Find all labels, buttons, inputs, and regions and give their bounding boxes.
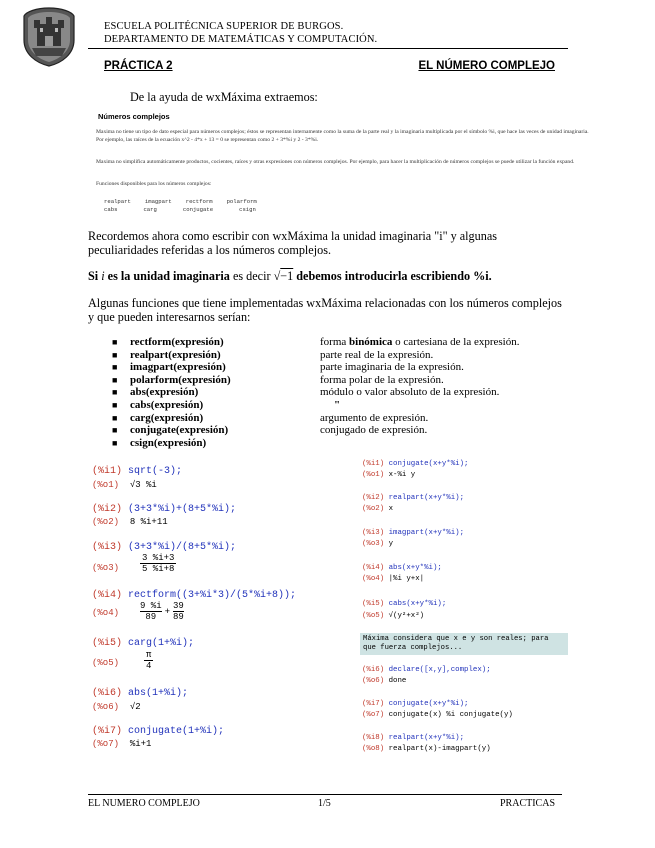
rectform-output: 9 %i 89 + $\frac{39}{89}$	[140, 601, 184, 622]
help-heading: Números complejos	[98, 112, 170, 121]
help-func: rectform	[185, 198, 213, 205]
i-symbol: i	[101, 269, 105, 283]
function-name: realpart(expresión)	[130, 348, 221, 361]
recall-text-b: wxMáxima la unidad imaginaria "i" y algunas peculiaridades referidas a los números complejos.	[88, 229, 497, 257]
input-line: (%i7) conjugate(x+y*%i);	[362, 700, 469, 708]
input-line: (%i4) rectform((3+%i*3)/(5*%i+8));	[92, 590, 297, 601]
function-name: polarform(expresión)	[130, 373, 231, 386]
input-line: (%i6) declare([x,y],complex);	[362, 666, 491, 674]
recall-paragraph	[88, 229, 570, 257]
help-func: carg	[143, 206, 157, 213]
comment-note: Máxima considera que x e y son reales; para que fuerza complejos...	[360, 633, 568, 655]
output-line: (%o6) done	[362, 677, 407, 685]
function-desc: argumento de expresión.	[320, 411, 429, 424]
function-desc: módulo o valor absoluto de la expresión.	[320, 386, 500, 399]
function-desc: forma binómica o cartesiana de la expresión.	[320, 336, 520, 348]
si-word: Si	[88, 269, 99, 283]
function-name: imagpart(expresión)	[130, 361, 226, 374]
output-line: (%o4) |%i y+x|	[362, 575, 425, 583]
intro-text: De la ayuda de wxMáxima extraemos:	[130, 90, 318, 104]
list-item: ■ cabs(expresión) "	[112, 399, 582, 412]
institution-header	[104, 20, 377, 46]
institution-line-2: DEPARTAMENTO DE MATEMÁTICAS Y COMPUTACIÓN.	[104, 34, 378, 45]
help-function-table	[104, 198, 304, 214]
help-func: cabs	[104, 206, 118, 213]
list-item: ■ abs(expresión) módulo o valor absoluto de la expresión.	[112, 386, 582, 399]
output-label: (%o5)	[92, 658, 120, 668]
help-func: csign	[239, 206, 256, 213]
input-line: (%i2) (3+3*%i)+(8+5*%i);	[92, 504, 237, 515]
help-paragraph-1: Maxima no tiene un tipo de dato especial para números complejos; éstos se representan internamente como la suma de la parte real y la imaginaria multiplicada por el símbolo %i, que hace las veces de unidad imaginaria. Por ejemplo, las raíces de la ecuación x^2 - 4*x + 13 = 0 se representan como 2 + 3*%i y 2 - 3*%i.	[96, 129, 589, 143]
si-text-c: es decir	[232, 269, 271, 283]
help-paragraph-2: Maxima no simplifica automáticamente productos, cocientes, raíces y otras expresiones con números complejos. Por ejemplo, para hacer la multiplicación de números complejos se puede utilizar la función expand.	[96, 159, 575, 165]
function-list	[112, 336, 582, 449]
help-func: polarform	[226, 198, 257, 205]
output-line: (%o2) 8 %i+11	[92, 517, 168, 527]
help-func: conjugate	[182, 206, 214, 213]
list-item: ■ rectform(expresión) forma binómica o cartesiana de la expresión.	[112, 336, 582, 349]
practice-title: PRÁCTICA 2	[104, 60, 173, 72]
output-label: (%o4)	[92, 608, 120, 618]
page-number: 1/5	[318, 798, 331, 809]
list-item: ■ polarform(expresión) forma polar de la expresión.	[112, 374, 582, 387]
topic-title: EL NÚMERO COMPLEJO	[418, 60, 555, 72]
input-line: (%i3) (3+3*%i)/(8+5*%i);	[92, 542, 237, 553]
function-desc: "	[334, 398, 341, 411]
help-func: realpart	[104, 198, 131, 205]
function-name: carg(expresión)	[130, 411, 204, 424]
function-desc: parte real de la expresión.	[320, 348, 434, 361]
university-crest-logo	[18, 6, 80, 68]
list-item: ■ conjugate(expresión) conjugado de expresión.	[112, 424, 582, 437]
recall-text-a: Recordemos ahora como escribir con	[88, 229, 270, 243]
output-line: (%o8) realpart(x)-imagpart(y)	[362, 745, 491, 753]
input-line: (%i5) cabs(x+y*%i);	[362, 600, 447, 608]
input-line: (%i1) sqrt(-3);	[92, 466, 183, 477]
output-line: (%o3) y	[362, 540, 394, 548]
output-label: (%o3)	[92, 563, 120, 573]
help-paragraph-3: Funciones disponibles para los números complejos:	[96, 181, 212, 187]
output-line: (%o1) x-%i y	[362, 471, 416, 479]
output-line: (%o6) √2	[92, 702, 141, 712]
imaginary-unit-paragraph	[88, 269, 492, 283]
function-name: cabs(expresión)	[130, 398, 204, 411]
input-line: (%i1) conjugate(x+y*%i);	[362, 460, 469, 468]
input-line: (%i8) realpart(x+y*%i);	[362, 734, 465, 742]
output-line: (%o7) conjugate(x) %i conjugate(y)	[362, 711, 513, 719]
sqrt-radicand: −1	[280, 269, 294, 283]
input-line: (%i2) realpart(x+y*%i);	[362, 494, 465, 502]
si-text-d: debemos introducirla escribiendo %i.	[296, 269, 492, 283]
output-line: (%o2) x	[362, 505, 394, 513]
input-line: (%i7) conjugate(1+%i);	[92, 726, 225, 737]
footer-right: PRACTICAS	[500, 798, 556, 809]
list-item: ■ realpart(expresión) parte real de la expresión.	[112, 349, 582, 362]
output-line: (%o1) √3 %i	[92, 480, 157, 490]
input-line: (%i5) carg(1+%i);	[92, 638, 195, 649]
header-divider	[88, 48, 568, 49]
list-item: ■ carg(expresión) argumento de expresión.	[112, 412, 582, 425]
fraction-output: π 4	[146, 650, 152, 671]
function-desc: parte imaginaria de la expresión.	[320, 361, 464, 374]
function-desc: conjugado de expresión.	[320, 424, 428, 437]
output-line: (%o5) √(y²+x²)	[362, 612, 425, 620]
input-line: (%i3) imagpart(x+y*%i);	[362, 529, 465, 537]
list-item: ■ csign(expresión)	[112, 437, 582, 450]
function-name: conjugate(expresión)	[130, 424, 229, 437]
institution-line-1: ESCUELA POLITÉCNICA SUPERIOR DE BURGOS.	[104, 21, 344, 32]
function-name: abs(expresión)	[130, 386, 199, 399]
list-item: ■ imagpart(expresión) parte imaginaria de la expresión.	[112, 361, 582, 374]
function-name: csign(expresión)	[130, 436, 207, 449]
function-desc: forma polar de la expresión.	[320, 373, 444, 386]
function-name: rectform(expresión)	[130, 336, 224, 348]
input-line: (%i6) abs(1+%i);	[92, 688, 189, 699]
fraction-output: 3 %i+3 5 %i+8	[142, 553, 175, 574]
help-func: imagpart	[144, 198, 172, 205]
footer-left: EL NUMERO COMPLEJO	[88, 798, 200, 809]
sqrt-expression: √−1	[273, 269, 294, 283]
output-line: (%o7) %i+1	[92, 739, 152, 749]
functions-intro-paragraph: Algunas funciones que tiene implementadas wxMáxima relacionadas con los números complejos y que pueden interesarnos serían:	[88, 296, 562, 324]
input-line: (%i4) abs(x+y*%i);	[362, 564, 442, 572]
si-text-b: es la unidad imaginaria	[107, 269, 230, 283]
footer-divider	[88, 794, 562, 795]
function-desc	[320, 437, 582, 450]
